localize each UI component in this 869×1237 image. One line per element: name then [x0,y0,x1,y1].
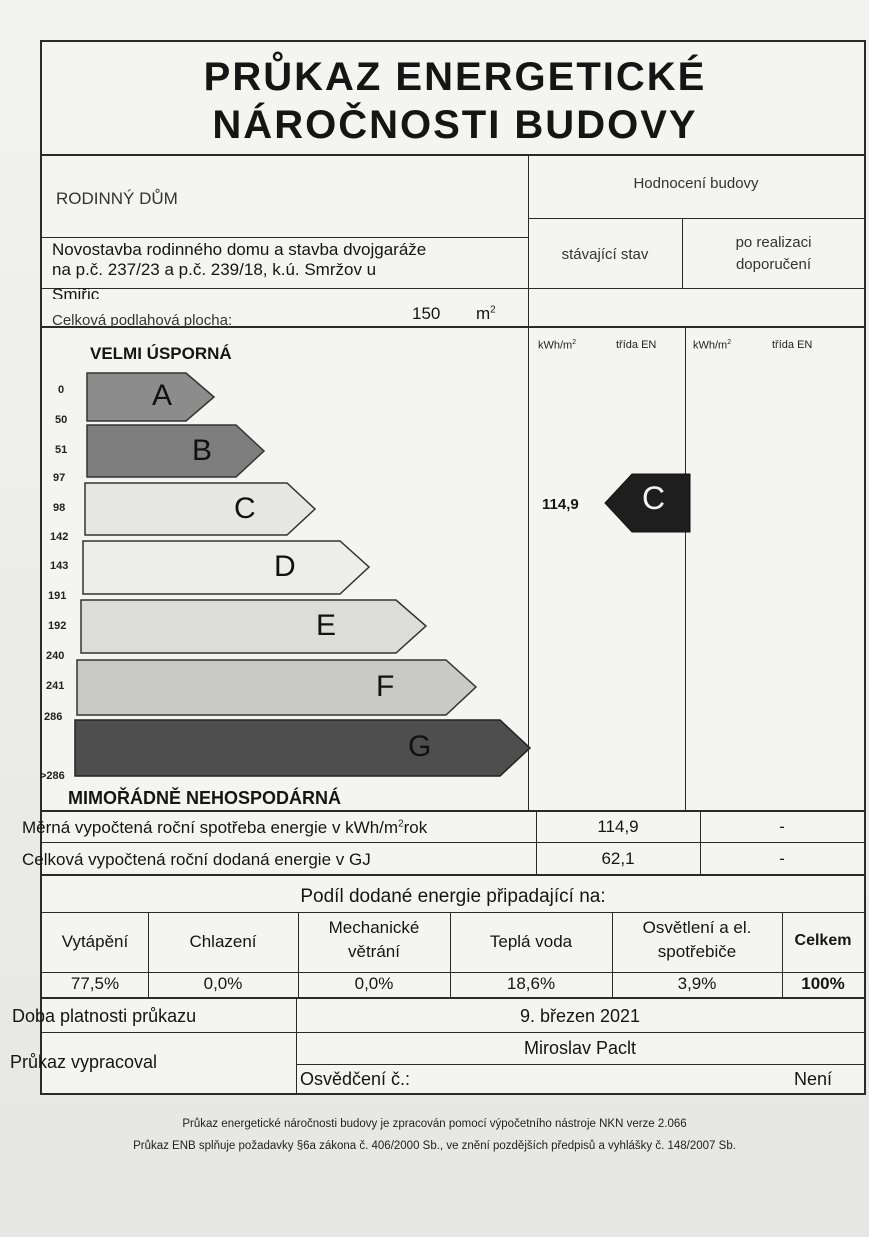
class-e-from: 192 [48,620,67,632]
total-energy-after: - [779,849,785,868]
class-d-to: 191 [48,590,67,602]
description-line-1: Novostavba rodinného domu a stavba dvojgaráže [52,240,427,259]
share-lighting-value: 3,9% [677,974,717,993]
class-f-to: 286 [44,711,63,723]
energy-certificate [10,40,866,1095]
certificate-value: Není [794,1069,833,1089]
class-d-from: 143 [50,560,69,572]
floor-area-unit: $m^2$ [476,304,496,323]
class-arrow-f [76,659,478,716]
class-c-to: 142 [50,531,69,543]
rating-header: Hodnocení budovy [633,175,759,192]
class-b-from: 51 [55,444,68,456]
footer-line-1: Průkaz energetické náročnosti budovy je zpracován pomocí výpočetního nástroje NKN verze 2.066 [182,1118,687,1130]
class-letter-f: F [376,670,395,703]
description-line-2: na p.č. 237/23 a p.č. 239/18, k.ú. Smržov u [52,260,377,279]
footer-line-2: Průkaz ENB splňuje požadavky §6a zákona č. 406/2000 Sb., ve znění pozdějších předpisů a vyhlášky č. 148/2007 Sb. [133,1140,736,1152]
title-line-2: NÁROČNOSTI BUDOVY [212,103,698,147]
validity-value: 9. březen 2021 [519,1006,641,1026]
class-g-from: >286 [40,770,65,782]
title-line-1: PRŮKAZ ENERGETICKÉ [203,55,707,99]
class-letter-b: B [192,434,213,467]
share-cooling-label: Chlazení [189,932,257,951]
class-letter-d: D [274,550,296,583]
specific-consumption-current: 114,9 [597,817,639,836]
share-heating-label: Vytápění [61,932,129,951]
column-current-state: stávající stav [561,246,649,263]
share-lighting-label-1: Osvětlení a el. [642,918,752,937]
class-a-to: 50 [55,414,68,426]
class-f-from: 241 [46,680,65,692]
class-arrow-c [84,482,317,536]
author-name: Miroslav Paclt [523,1038,637,1058]
column-after-recommendations-line-2: doporučení [735,256,812,273]
share-ventilation-label-1: Mechanické [328,918,420,937]
share-total-label: Celkem [794,932,852,949]
certificate-label: Osvědčení č.: [300,1069,411,1089]
class-arrow-d [82,540,371,595]
floor-area-value: 150 [412,304,441,323]
total-energy-current: 62,1 [601,849,635,868]
class-e-to: 240 [46,650,65,662]
description-line-3: Smiřic [52,285,100,299]
current-unit-kwh: kWh/$m^2$ [538,339,577,352]
current-unit-class: třída EN [616,339,657,351]
class-letter-a: A [152,379,173,412]
class-arrow-e [80,599,428,654]
class-letter-g: G [408,730,432,763]
share-heating-value: 77,5% [70,974,120,993]
share-ventilation-value: 0,0% [354,974,394,993]
share-hot-water-value: 18,6% [506,974,556,993]
scale-bottom-label: MIMOŘÁDNĚ NEHOSPODÁRNÁ [68,788,342,808]
scale-top-label: VELMI ÚSPORNÁ [90,344,232,363]
share-ventilation-label-2: větrání [348,942,400,961]
energy-share-header: Podíl dodané energie připadající na: [300,886,606,907]
after-unit-class: třída EN [772,339,813,351]
column-after-recommendations-line-1: po realizaci [735,234,812,251]
share-lighting-label-2: spotřebiče [657,942,737,961]
author-label: Průkaz vypracoval [10,1052,158,1072]
share-cooling-value: 0,0% [203,974,243,993]
total-energy-label: Celková vypočtená roční dodaná energie v GJ [22,850,371,869]
class-b-to: 97 [53,472,66,484]
class-a-from: 0 [58,384,65,396]
current-value: 114,9 [542,496,579,513]
share-hot-water-label: Teplá voda [489,932,573,951]
building-type: RODINNÝ DŮM [56,189,178,208]
specific-consumption-after: - [779,817,785,836]
class-letter-c: C [234,492,256,525]
share-total-value: 100% [801,974,845,993]
floor-area-label: Celková podlahová plocha: [52,312,233,329]
class-arrow-g [74,719,532,777]
class-arrow-a [86,372,216,422]
class-letter-e: E [316,609,337,642]
class-c-from: 98 [53,502,66,514]
after-unit-kwh: kWh/$m^2$ [693,339,732,352]
class-arrow-b [86,424,266,478]
current-class-letter: C [642,480,666,516]
specific-consumption-label: Měrná vypočtená roční spotřeba energie v kWh/$m^2rok$ [22,818,428,837]
validity-label: Doba platnosti průkazu [12,1006,197,1026]
